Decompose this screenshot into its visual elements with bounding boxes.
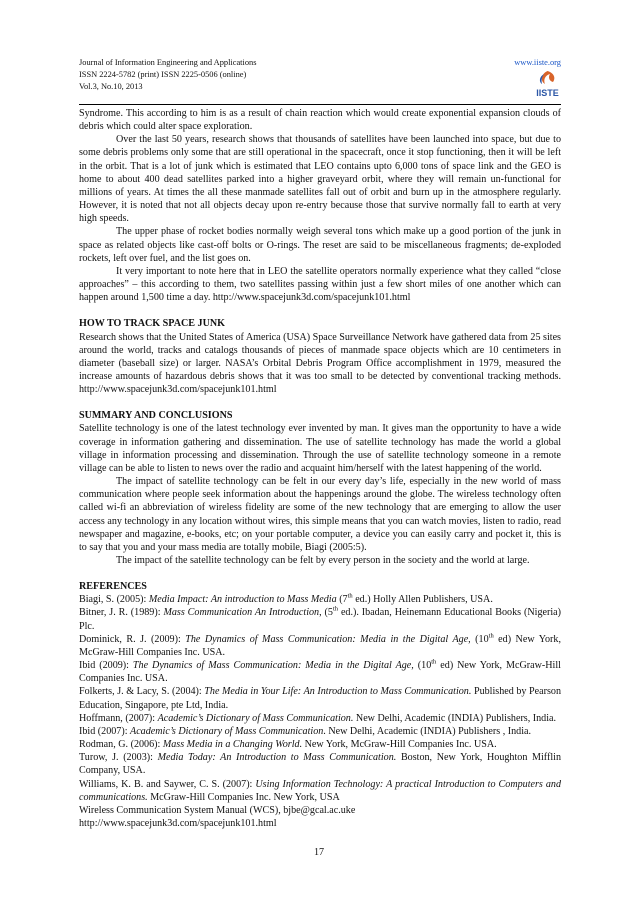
reference-edition: , (5 <box>319 607 333 619</box>
reference-title: Academic’s Dictionary of Mass Communication <box>130 725 324 737</box>
section-heading-track: HOW TO TRACK SPACE JUNK <box>79 318 226 330</box>
reference-publisher: ed.). Ibadan, Heinemann Educational Books (Nigeria) Plc. <box>79 607 561 632</box>
reference-author: Turow, J. (2003): <box>79 752 158 764</box>
journal-url-link[interactable]: www.iiste.org <box>514 58 561 67</box>
reference-author: Bitner, J. R. (1989): <box>79 607 164 619</box>
reference-title: The Dynamics of Mass Communication: Media in the Digital Age, <box>185 633 471 645</box>
reference-superscript: th <box>347 592 353 600</box>
reference-item <box>79 633 561 659</box>
reference-item <box>79 778 561 804</box>
reference-author: Hoffmann, (2007): <box>79 712 158 724</box>
reference-publisher: . New Delhi, Academic (INDIA) Publishers , India. <box>323 725 532 737</box>
reference-item <box>79 606 561 632</box>
reference-publisher: New York, McGraw-Hill Companies Inc. USA. <box>302 739 497 751</box>
reference-title: Media Today: An Introduction to Mass Communication. <box>157 752 397 764</box>
reference-superscript: th <box>431 658 437 666</box>
summary-paragraph-1: Satellite technology is one of the latest technology ever invented by man. It gives man the opportunity to have a wide coverage in information gathering and dissemination. The use of satellite technology has made the world a global village in information processing and dissemination. Through the use of satellite technology someone in a remote village can be able to listen to news over the radio and acquaint him/herself with the latest happening of the world. <box>79 423 561 474</box>
reference-author: Williams, K. B. and Saywer, C. S. (2007): <box>79 778 256 790</box>
journal-name: Journal of Information Engineering and Applications <box>79 58 257 67</box>
reference-title: The Dynamics of Mass Communication: Media in the Digital Age, <box>132 660 414 672</box>
spacer <box>79 396 561 409</box>
reference-item <box>79 685 561 711</box>
body-paragraph-4: It very important to note here that in LEO the satellite operators normally experience what they called “close approaches” – this according to them, two satellites passing within just a few short miles of one another which can happen around 1,500 time a day. http://www.spacejunk3d.com/spacejunk101.html <box>79 265 561 304</box>
reference-publisher: Boston, New York, Houghton Mifflin Company, USA. <box>79 752 561 777</box>
reference-author: Wireless Communication System Manual (WCS), bjbe@gcal.ac.uke <box>79 804 356 816</box>
summary-paragraph-2: The impact of satellite technology can be felt in our every day’s life, especially in the new world of mass communication where people seek information about the happenings around the globe. The wireless technology often called wi-fi an abbreviation of wireless fidelity are some of the new technology that are emerging to allow the user access any technology in any location without wires, this simple means that you can watch movies, listen to radio, read newspaper and magazine, e-books, etc; on your portable computer, a device you can easily carry and pocket it, this is to say that you and your mass media are totally mobile, Biagi (2005:5). <box>79 476 561 553</box>
body-paragraph-1: Syndrome. This according to him is as a result of chain reaction which would create exponential expansion clouds of debris which could alter space exploration. <box>79 108 561 133</box>
reference-publisher: ed) New York, McGraw-Hill Companies Inc. USA. <box>79 633 561 658</box>
reference-title: Using Information Technology: A practical Introduction to Computers and communications. <box>79 778 562 803</box>
reference-title: Academic’s Dictionary of Mass Communication. <box>157 712 354 724</box>
summary-paragraph-3: The impact of the satellite technology can be felt by every person in the society and the world at large. <box>116 555 530 566</box>
reference-item <box>79 751 561 777</box>
reference-item <box>79 712 561 725</box>
reference-publisher: Published by Pearson Education, Singapore, pte Ltd, India. <box>79 686 561 711</box>
reference-title: Media Impact: An introduction to Mass Media <box>148 594 337 606</box>
reference-publisher: McGraw-Hill Companies Inc. New York, USA <box>147 791 340 803</box>
reference-edition: (10 <box>470 633 489 645</box>
reference-title: The Media in Your Life: An Introduction to Mass Communication. <box>204 686 472 698</box>
journal-volume: Vol.3, No.10, 2013 <box>79 82 143 91</box>
reference-edition: (10 <box>413 660 432 672</box>
reference-publisher: ed.) Holly Allen Publishers, USA. <box>352 594 493 606</box>
reference-item <box>79 738 561 751</box>
reference-item <box>79 804 561 817</box>
header-divider <box>79 104 561 105</box>
body-paragraph-3: The upper phase of rocket bodies normally weigh several tons which make up a good portion of the junk in space as related objects like cast-off bolts or O-rings. The reset are said to be miscellaneous fragments; de-exploded rockets, left over fuel, and the list goes on. <box>79 226 561 264</box>
section-heading-references: REFERENCES <box>79 581 147 593</box>
article-body <box>79 107 561 830</box>
page-header <box>79 57 561 105</box>
reference-title: Mass Media in a Changing World. <box>162 739 303 751</box>
reference-author: Dominick, R. J. (2009): <box>79 633 186 645</box>
reference-title: Mass Communication An Introduction <box>163 607 320 619</box>
body-paragraph-2: Over the last 50 years, research shows that thousands of satellites have been launched into space, but due to some debris problems only some that are still operational in the spacecraft, once it stop functioning, then it will be left in the orbit. That is a lot of junk which is estimated that LEO contains upto 6,000 tons of space link and the GEO is home to about 400 dead satellites parked into a higher graveyard orbit, where they will remain un-functional for millions of years. At times the all these manmade satellites fall out of orbit and burn up in the atmosphere regularly. However, it is noted that not all objects decay upon re-entry because those that survive normally fall to earth at very high speeds. <box>79 134 561 225</box>
reference-list <box>79 593 561 830</box>
reference-item <box>79 817 561 830</box>
reference-superscript: th <box>332 606 339 614</box>
reference-author: Ibid (2007): <box>79 725 131 737</box>
spacer <box>79 304 561 317</box>
reference-superscript: th <box>488 632 494 640</box>
reference-item <box>79 725 561 738</box>
logo-text: IISTE <box>536 88 559 98</box>
track-paragraph: Research shows that the United States of America (USA) Space Surveillance Network have gathered data from 25 sites around the world, tracks and catalogs thousands of pieces of manmade space objects which are 10 centimeters in diameter (baseball size) or larger. NASA’s Orbital Debris Program Office accomplishment in 1979, measured the increase amounts of hazardous debris shows that it was too small to be detected by conventional tracking methods. http://www.spacejunk3d.com/spacejunk101.html <box>79 331 561 396</box>
journal-issn: ISSN 2224-5782 (print) ISSN 2225-0506 (online) <box>79 70 247 79</box>
reference-author: http://www.spacejunk3d.com/spacejunk101.html <box>79 817 277 829</box>
reference-item <box>79 659 561 685</box>
journal-info <box>79 57 256 93</box>
reference-author: Folkerts, J. & Lacy, S. (2004): <box>79 686 205 698</box>
reference-author: Biagi, S. (2005): <box>79 594 149 606</box>
reference-item <box>79 593 561 606</box>
reference-author: Ibid (2009): <box>79 660 133 672</box>
reference-publisher: ed) New York, McGraw-Hill Companies Inc. USA. <box>79 660 561 685</box>
reference-author: Rodman, G. (2006): <box>79 739 163 751</box>
reference-publisher: New Delhi, Academic (INDIA) Publishers, India. <box>353 712 557 724</box>
reference-edition: (7 <box>336 594 348 606</box>
spacer <box>79 567 561 580</box>
section-heading-summary: SUMMARY AND CONCLUSIONS <box>79 410 233 422</box>
page-number: 17 <box>313 847 325 858</box>
iiste-logo <box>534 70 561 99</box>
